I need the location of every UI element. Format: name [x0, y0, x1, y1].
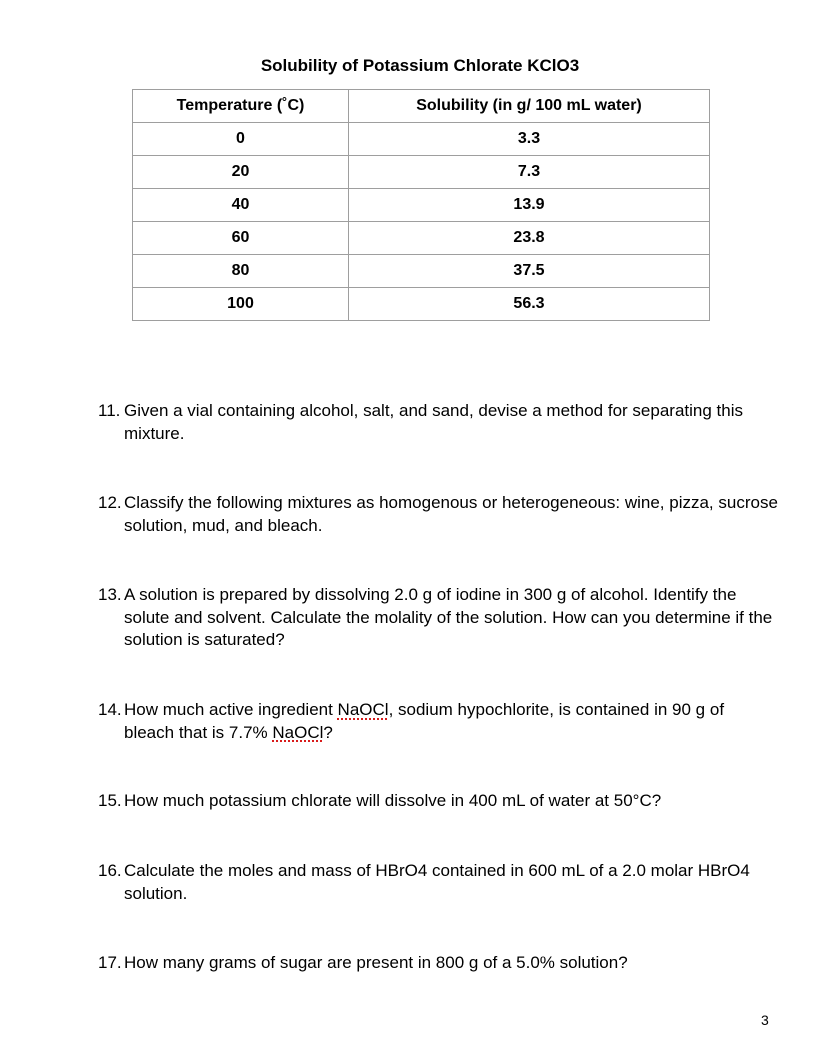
spellcheck-term: NaOCl [337, 700, 389, 719]
question-15 [98, 790, 778, 813]
table-row [133, 288, 710, 321]
question-number: 14. [98, 700, 122, 719]
question-text-part: ? [323, 722, 333, 742]
question-number: 17. [98, 953, 122, 972]
question-text [124, 699, 778, 744]
solubility-cell: 13.9 [349, 189, 710, 222]
question-text: Classify the following mixtures as homogenous or heterogeneous: wine, pizza, sucrose solution, mud, and bleach. [124, 493, 778, 535]
question-16 [98, 860, 778, 905]
question-17 [98, 952, 778, 975]
solubility-cell: 56.3 [349, 288, 710, 321]
table-row [133, 189, 710, 222]
question-number: 11. [98, 401, 121, 420]
question-text-part: How much active ingredient [124, 700, 338, 719]
question-text: Given a vial containing alcohol, salt, and sand, devise a method for separating this mixture. [124, 401, 743, 443]
page-number: 3 [761, 1012, 769, 1028]
question-text: Calculate the moles and mass of HBrO4 contained in 600 mL of a 2.0 molar HBrO4 solution. [124, 861, 750, 903]
solubility-header: Solubility (in g/ 100 mL water) [349, 90, 710, 123]
question-text-part: , sodium hypochlorite, is contained in 90 g of bleach that is 7.7% [124, 700, 725, 742]
question-12 [98, 492, 778, 537]
temperature-cell: 0 [133, 123, 349, 156]
temperature-cell: 40 [133, 189, 349, 222]
solubility-cell: 7.3 [349, 156, 710, 189]
solubility-cell: 37.5 [349, 255, 710, 288]
solubility-cell: 23.8 [349, 222, 710, 255]
question-number: 16. [98, 861, 122, 880]
table-header-row [133, 90, 710, 123]
temperature-cell: 80 [133, 255, 349, 288]
table-row [133, 222, 710, 255]
temperature-cell: 20 [133, 156, 349, 189]
question-number: 13. [98, 585, 122, 604]
table-row [133, 156, 710, 189]
question-11 [98, 400, 778, 445]
temperature-header: Temperature (˚C) [133, 90, 349, 123]
solubility-cell: 3.3 [349, 123, 710, 156]
question-text: A solution is prepared by dissolving 2.0 g of iodine in 300 g of alcohol. Identify the solute and solvent. Calculate the molality of the solution. How can you determine if the solution is saturated? [124, 585, 773, 649]
table-row [133, 123, 710, 156]
spellcheck-term: NaOCl [272, 722, 324, 742]
table-row [133, 255, 710, 288]
question-text: How much potassium chlorate will dissolve in 400 mL of water at 50°C? [124, 791, 662, 810]
question-number: 15. [98, 791, 122, 810]
temperature-cell: 60 [133, 222, 349, 255]
question-text: How many grams of sugar are present in 800 g of a 5.0% solution? [124, 953, 628, 972]
question-number: 12. [98, 493, 122, 512]
temperature-cell: 100 [133, 288, 349, 321]
question-14 [98, 699, 778, 744]
solubility-table [132, 89, 710, 321]
question-13 [98, 584, 778, 652]
page-title: Solubility of Potassium Chlorate KClO3 [260, 56, 580, 75]
